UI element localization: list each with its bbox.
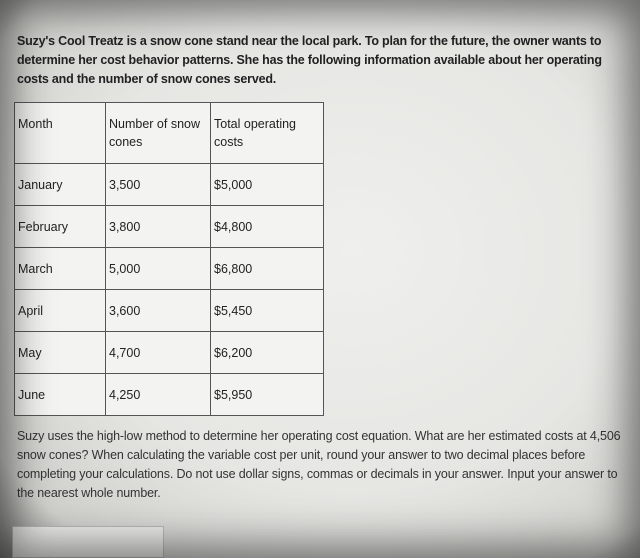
data-table [14,102,324,416]
table-row [15,290,324,332]
cell-month: March [15,248,106,290]
cell-month: April [15,290,106,332]
cell-operating-costs: $5,000 [211,164,324,206]
cell-snow-cones: 3,800 [106,206,211,248]
table-row [15,206,324,248]
table-row [15,164,324,206]
table-row [15,332,324,374]
cell-operating-costs: $5,950 [211,374,324,416]
cell-operating-costs: $4,800 [211,206,324,248]
cell-month: June [15,374,106,416]
cell-month: January [15,164,106,206]
cell-snow-cones: 5,000 [106,248,211,290]
cell-month: February [15,206,106,248]
cell-snow-cones: 4,700 [106,332,211,374]
cell-operating-costs: $6,200 [211,332,324,374]
answer-input[interactable] [12,526,164,558]
question-text: Suzy uses the high-low method to determine her operating cost equation. What are her estimated costs at 4,506 snow cones? When calculating the variable cost per unit, round your answer to two decimal places before completing your calculations. Do not use dollar signs, commas or decimals in your answer. Input your answer to the nearest whole number. [17,429,621,500]
header-snow-cones: Number of snow cones [106,103,211,164]
problem-intro: Suzy's Cool Treatz is a snow cone stand near the local park. To plan for the future, the owner wants to determine her cost behavior patterns. She has the following information available about her operating costs and the number of snow cones served. [17,34,602,86]
cell-snow-cones: 3,500 [106,164,211,206]
cell-month: May [15,332,106,374]
cell-snow-cones: 3,600 [106,290,211,332]
table-header-row [15,103,324,164]
cell-operating-costs: $6,800 [211,248,324,290]
cell-snow-cones: 4,250 [106,374,211,416]
header-operating-costs: Total operating costs [211,103,324,164]
table-row [15,374,324,416]
table-row [15,248,324,290]
header-month: Month [15,103,106,164]
cell-operating-costs: $5,450 [211,290,324,332]
